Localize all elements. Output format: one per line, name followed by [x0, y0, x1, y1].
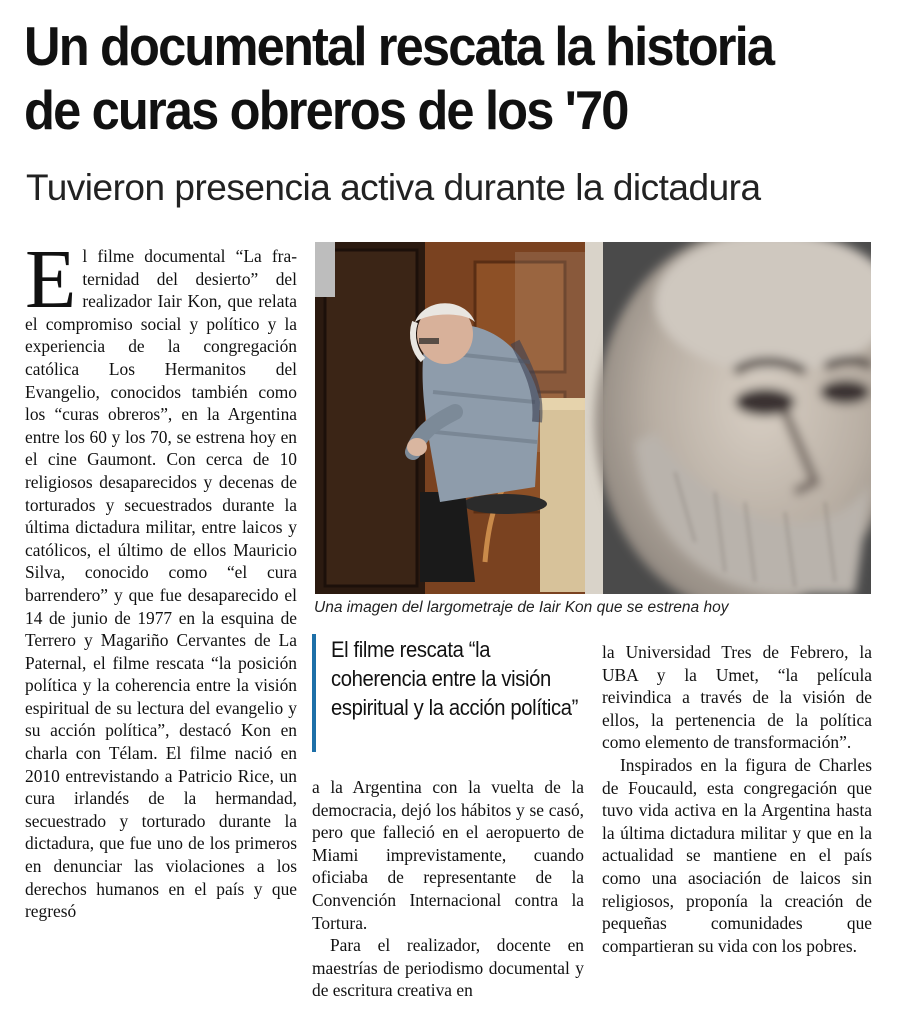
film-still-image — [315, 242, 871, 594]
body-paragraph: a la Argentina con la vuelta de la democracia, dejó los hábitos y se casó, pero que falleció en el aeropuerto de Miami imprevistamente, cuando oficiaba de representante de la Convención Internacional contra la Tortura. — [312, 777, 584, 933]
body-paragraph: Inspirados en la figura de Charles de Foucauld, esta congregación que tuvo vida activa en la Argentina hasta la última dictadura militar y que en la actualidad se mantiene en el país como una asociación de laicos sin religiosos, proponía la creación de pequeñas comunidades que compartieran su vida con los pobres. — [602, 754, 872, 956]
headline-line-2: de curas obreros de los '70 — [24, 79, 628, 141]
body-column-1 — [25, 233, 297, 923]
headline-line-1: Un documental rescata la historia — [24, 15, 774, 77]
body-column-2 — [312, 776, 584, 1002]
pull-quote — [312, 634, 590, 752]
pull-quote-text: El filme rescata “la coherencia entre la visión espiritual y la acción política” — [331, 637, 578, 720]
body-column-3 — [602, 641, 872, 957]
body-paragraph — [25, 233, 297, 923]
body-paragraph: la Universidad Tres de Febrero, la UBA y la Umet, “la película reivindica a través de la visión de ellos, la pertenencia de la política como elemento de transformación”. — [602, 642, 872, 753]
headline — [24, 14, 815, 142]
article-photo — [315, 242, 871, 594]
body-text: l filme documental “La fraternidad del desierto” del realizador Iair Kon, que relata el compromiso social y político y la experiencia de la congregación católica Los Hermanitos del Evangelio, conocidos también como los “curas obreros”, en la Argentina entre los 60 y los 70, se estrena hoy en el cine Gaumont. Con cerca de 10 religiosos desaparecidos y decenas de torturados y secuestrados durante la última dictadura militar, entre laicos y católicos, el último de ellos Mauricio Silva, conocido como “el cura barrendero” y que fue desaparecido el 14 de junio de 1977 en la esquina de Terrero y Magariño Cervantes de La Paternal, el filme rescata “la posición política y la coherencia entre la visión espiritual de su lectura del evangelio y su acción política”, destacó Kon en charla con Télam. El filme nació en 2010 entrevistando a Patricio Rice, un cura irlandés de la hermandad, secuestrado y torturado durante la dictadura, que fue uno de los primeros en denunciar las violaciones a los derechos humanos en el país y que regresó — [25, 246, 297, 922]
body-paragraph: Para el realizador, docente en maestrías de periodismo documental y de escritura creativa en — [312, 935, 584, 1001]
photo-caption: Una imagen del largometraje de Iair Kon que se estrena hoy — [314, 599, 729, 616]
subheadline: Tuvieron presencia activa durante la dictadura — [26, 167, 761, 208]
drop-cap: E — [25, 233, 77, 326]
